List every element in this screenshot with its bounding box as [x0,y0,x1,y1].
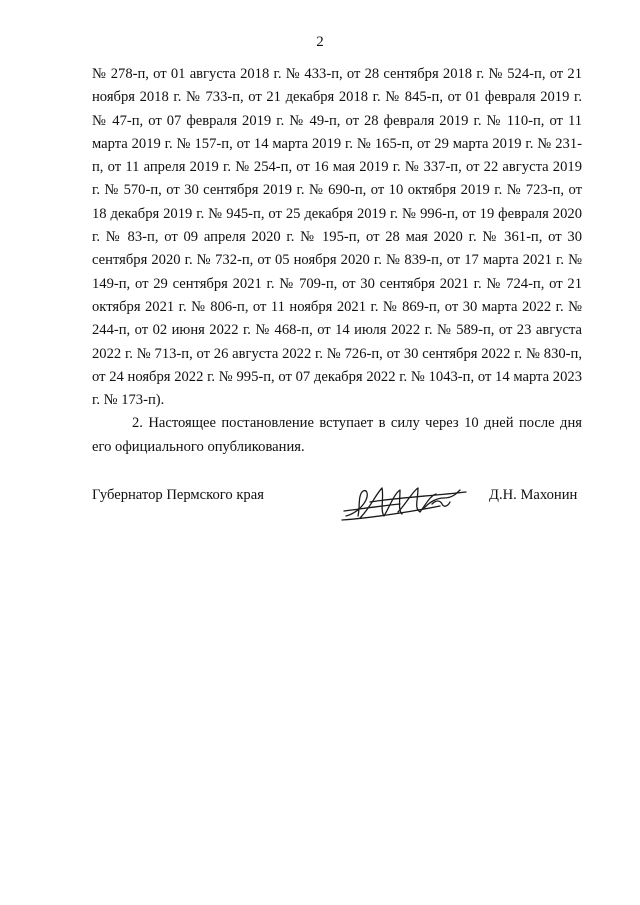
page-number: 2 [316,34,324,50]
document-body [92,63,582,459]
handwritten-signature [340,478,470,524]
paragraph-amendments-list: № 278-п, от 01 августа 2018 г. № 433-п, от 28 сентября 2018 г. № 524-п, от 21 ноября 2018 г. № 733-п, от 21 декабря 2018 г. № 845-п, от 01 февраля 2019 г. № 47-п, от 07 февраля 2019 г. № 49-п, от 28 февраля 2019 г. № 110-п, от 11 марта 2019 г. № 157-п, от 14 марта 2019 г. № 165-п, от 29 марта 2019 г. № 231-п, от 11 апреля 2019 г. № 254-п, от 16 мая 2019 г. № 337-п, от 22 августа 2019 г. № 570-п, от 30 сентября 2019 г. № 690-п, от 10 октября 2019 г. № 723-п, от 18 декабря 2019 г. № 945-п, от 25 декабря 2019 г. № 996-п, от 19 февраля 2020 г. № 83-п, от 09 апреля 2020 г. № 195-п, от 28 мая 2020 г. № 361-п, от 30 сентября 2020 г. № 732-п, от 05 ноября 2020 г. № 839-п, от 17 марта 2021 г. № 149-п, от 29 сентября 2021 г. № 709-п, от 30 сентября 2021 г. № 724-п, от 21 октября 2021 г. № 806-п, от 11 ноября 2021 г. № 869-п, от 30 марта 2022 г. № 244-п, от 02 июня 2022 г. № 468-п, от 14 июля 2022 г. № 589-п, от 23 августа 2022 г. № 713-п, от 26 августа 2022 г. № 726-п, от 30 сентября 2022 г. № 830-п, от 24 ноября 2022 г. № 995-п, от 07 декабря 2022 г. № 1043-п, от 14 марта 2023 г. № 173-п). [92,66,582,409]
paragraph-effective-date: 2. Настоящее постановление вступает в силу через 10 дней после дня его официального опубликования. [92,415,582,455]
signatory-name: Д.Н. Махонин [489,487,578,503]
signatory-title: Губернатор Пермского края [92,487,264,503]
